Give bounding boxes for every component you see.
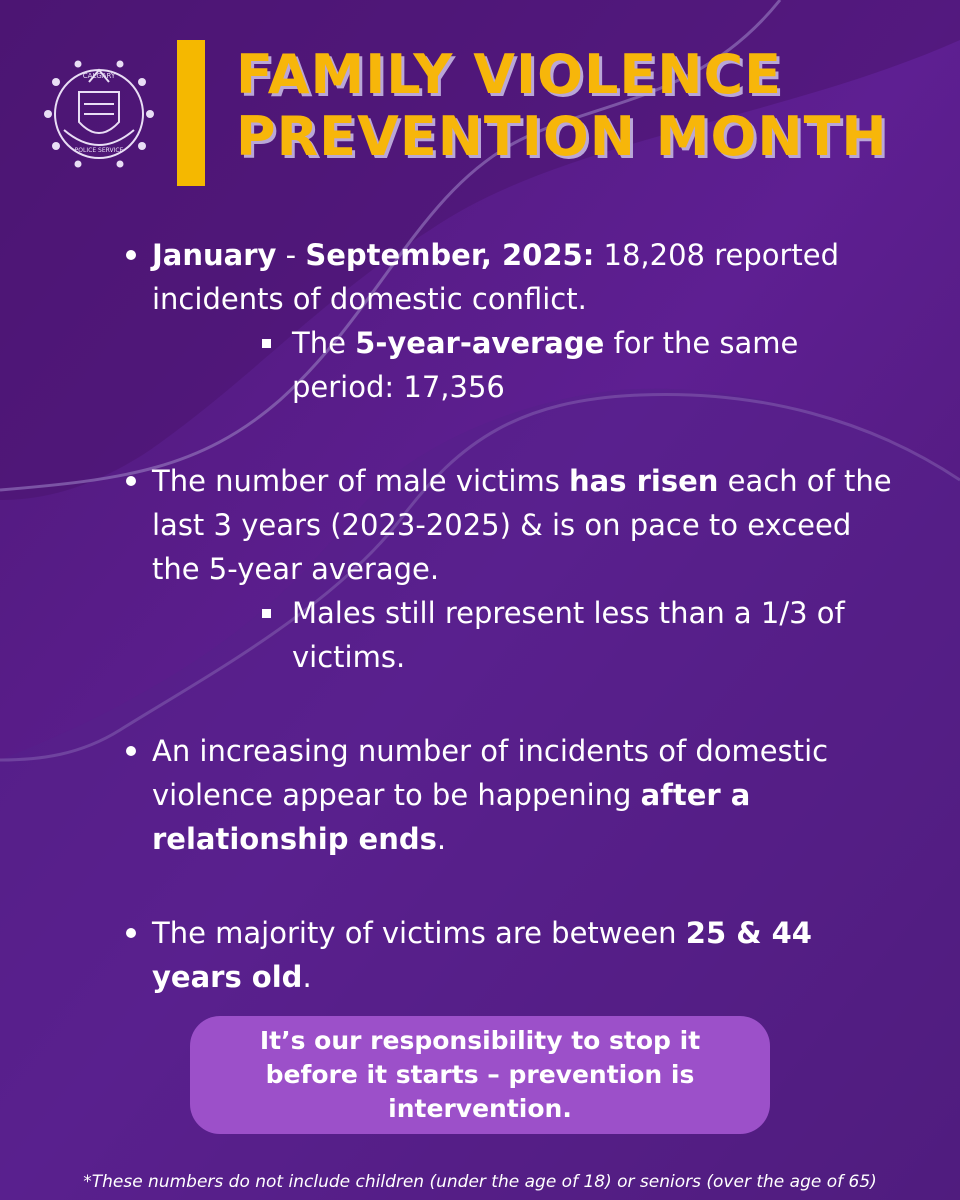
sub-text-bold: 5-year-average — [355, 326, 605, 360]
sub-list-item — [292, 591, 898, 679]
bullet-text: - — [276, 238, 306, 272]
calgary-police-service-crest-icon — [34, 52, 164, 172]
bullet-text: . — [436, 822, 447, 856]
list-item — [118, 911, 898, 999]
bullet-text: An increasing number of incidents of domestic violence appear to be happening — [152, 734, 829, 812]
callout-text: It’s our responsibility to stop it before it starts – prevention is intervention. — [259, 1026, 701, 1123]
page-title — [236, 44, 956, 168]
bullet-text: each of the last 3 years (2023-2025) & is on pace to exceed the 5-year average. — [152, 464, 892, 586]
list-item — [118, 459, 898, 679]
bullet-text: . — [302, 960, 312, 994]
sub-text: The — [292, 326, 356, 360]
logo-text-bottom: POLICE SERVICE — [74, 147, 124, 154]
facts-list — [118, 233, 898, 1035]
bullet-text: The number of male victims — [152, 464, 570, 498]
bullet-text-bold: after a relationship ends — [152, 778, 751, 856]
bullet-text: The majority of victims are between — [152, 916, 686, 950]
bullet-text-bold: 25 & 44 years old — [152, 916, 812, 994]
title-accent-bar — [177, 40, 205, 186]
list-item — [118, 729, 898, 861]
list-item — [118, 233, 898, 409]
sub-list-item — [292, 321, 898, 409]
callout-box — [190, 1016, 770, 1134]
sub-text: for the same period: 17,356 — [292, 326, 799, 404]
bullet-text-bold: has risen — [569, 464, 719, 498]
title-line-1: FAMILY VIOLENCE — [236, 43, 783, 106]
logo-text-top: CALGARY — [82, 72, 116, 80]
bullet-text: 18,208 reported incidents of domestic conflict. — [152, 238, 840, 316]
bullet-text-bold: September, 2025: — [305, 238, 595, 272]
footnote: *These numbers do not include children (under the age of 18) or seniors (over the age of 65) — [83, 1172, 877, 1192]
bullet-text-bold: January — [152, 238, 277, 272]
sub-text: Males still represent less than a 1/3 of victims. — [292, 596, 845, 674]
title-line-2: PREVENTION MONTH — [236, 105, 888, 168]
